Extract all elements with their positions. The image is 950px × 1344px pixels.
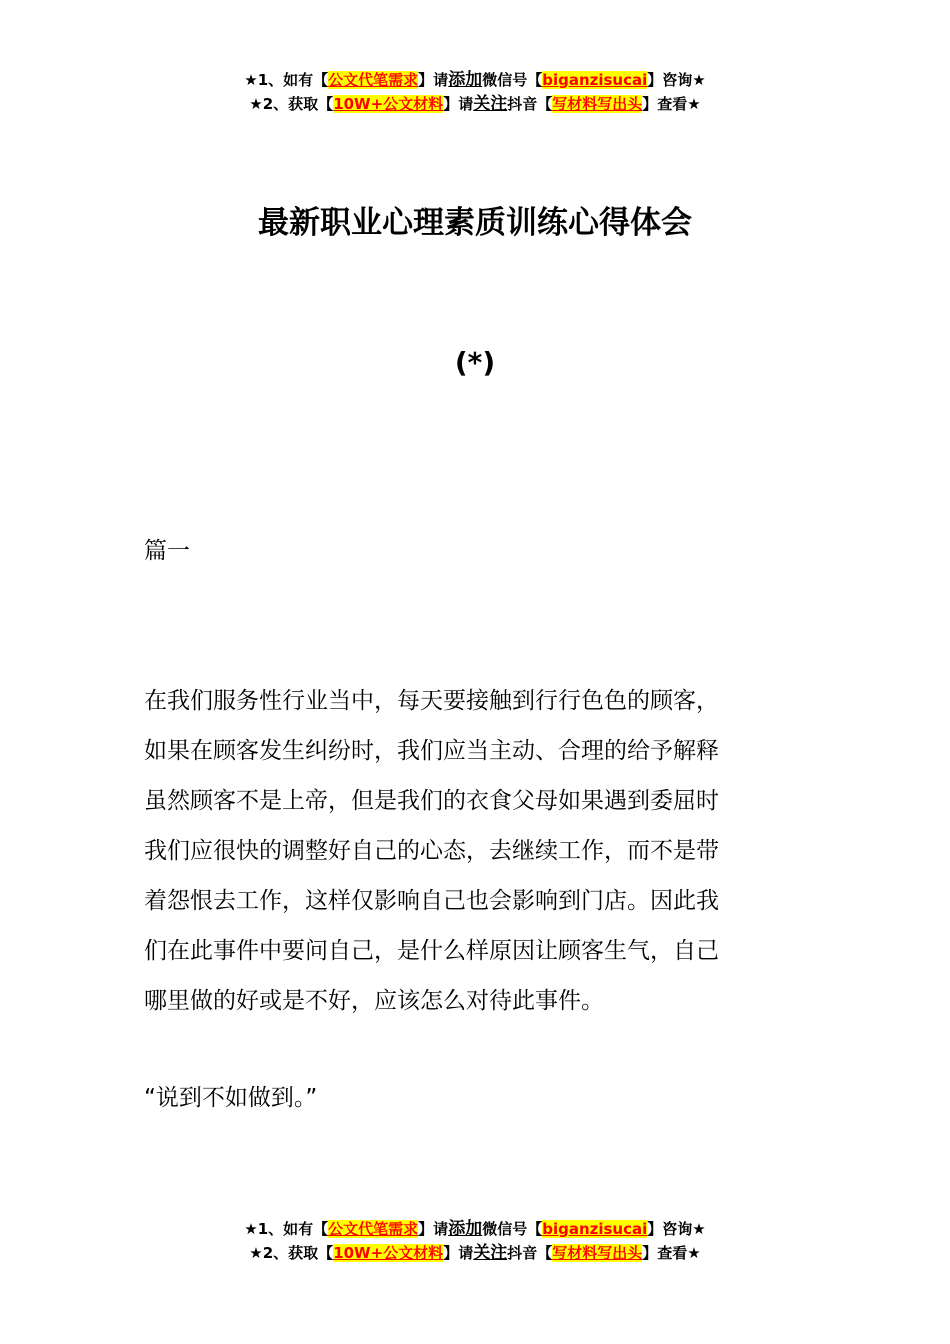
banner-text: 抖音【 xyxy=(507,1244,553,1262)
banner-text: 】咨询★ xyxy=(647,1220,706,1238)
banner-text: 】请 xyxy=(418,71,449,89)
paragraph-line: 如果在顾客发生纠纷时，我们应当主动、合理的给予解释 xyxy=(144,738,719,764)
banner-underline-add: 添加 xyxy=(448,1219,483,1239)
banner-text: 】咨询★ xyxy=(647,71,706,89)
paragraph-line: 哪里做的好或是不好，应该怎么对待此事件。 xyxy=(144,988,604,1014)
section-heading: 篇一 xyxy=(144,538,190,564)
banner-text: ★1、如有【 xyxy=(244,1220,329,1238)
header-banner xyxy=(0,68,950,116)
banner-underline-follow: 关注 xyxy=(473,1243,508,1263)
banner-highlight-wechat-id: biganzisucai xyxy=(542,1220,648,1238)
banner-text: ★1、如有【 xyxy=(244,71,329,89)
banner-line-2 xyxy=(0,1241,950,1265)
banner-line-2 xyxy=(0,92,950,116)
banner-text: 抖音【 xyxy=(507,95,553,113)
banner-text: 】查看★ xyxy=(642,1244,701,1262)
paragraph-line: 着怨恨去工作，这样仅影响自己也会影响到门店。因此我 xyxy=(144,888,719,914)
body-paragraph xyxy=(144,676,814,1026)
banner-highlight-materials: 10W+公文材料 xyxy=(333,1244,444,1262)
paragraph-line: 虽然顾客不是上帝，但是我们的衣食父母如果遇到委屈时 xyxy=(144,788,719,814)
banner-underline-add: 添加 xyxy=(448,70,483,90)
paragraph-line: 在我们服务性行业当中，每天要接触到行行色色的顾客， xyxy=(144,688,719,714)
banner-highlight-douyin: 写材料写出头 xyxy=(552,1244,643,1262)
banner-text: 微信号【 xyxy=(482,71,543,89)
banner-line-1 xyxy=(0,1217,950,1241)
banner-text: 】查看★ xyxy=(642,95,701,113)
banner-text: ★2、获取【 xyxy=(249,1244,334,1262)
banner-line-1 xyxy=(0,68,950,92)
footer-banner xyxy=(0,1217,950,1265)
banner-text: 】请 xyxy=(443,1244,474,1262)
banner-highlight-materials: 10W+公文材料 xyxy=(333,95,444,113)
paragraph-line: 们在此事件中要问自己，是什么样原因让顾客生气，自己 xyxy=(144,938,719,964)
banner-highlight-wechat-id: biganzisucai xyxy=(542,71,648,89)
paragraph-line: 我们应很快的调整好自己的心态，去继续工作，而不是带 xyxy=(144,838,719,864)
banner-highlight-douyin: 写材料写出头 xyxy=(552,95,643,113)
banner-highlight-service: 公文代笔需求 xyxy=(328,71,419,89)
document-title: 最新职业心理素质训练心得体会 xyxy=(258,205,692,241)
banner-text: 微信号【 xyxy=(482,1220,543,1238)
document-subtitle: (*) xyxy=(454,346,496,379)
banner-text: 】请 xyxy=(418,1220,449,1238)
quote-line: “说到不如做到。” xyxy=(144,1085,318,1111)
banner-highlight-service: 公文代笔需求 xyxy=(328,1220,419,1238)
banner-text: ★2、获取【 xyxy=(249,95,334,113)
banner-underline-follow: 关注 xyxy=(473,94,508,114)
banner-text: 】请 xyxy=(443,95,474,113)
